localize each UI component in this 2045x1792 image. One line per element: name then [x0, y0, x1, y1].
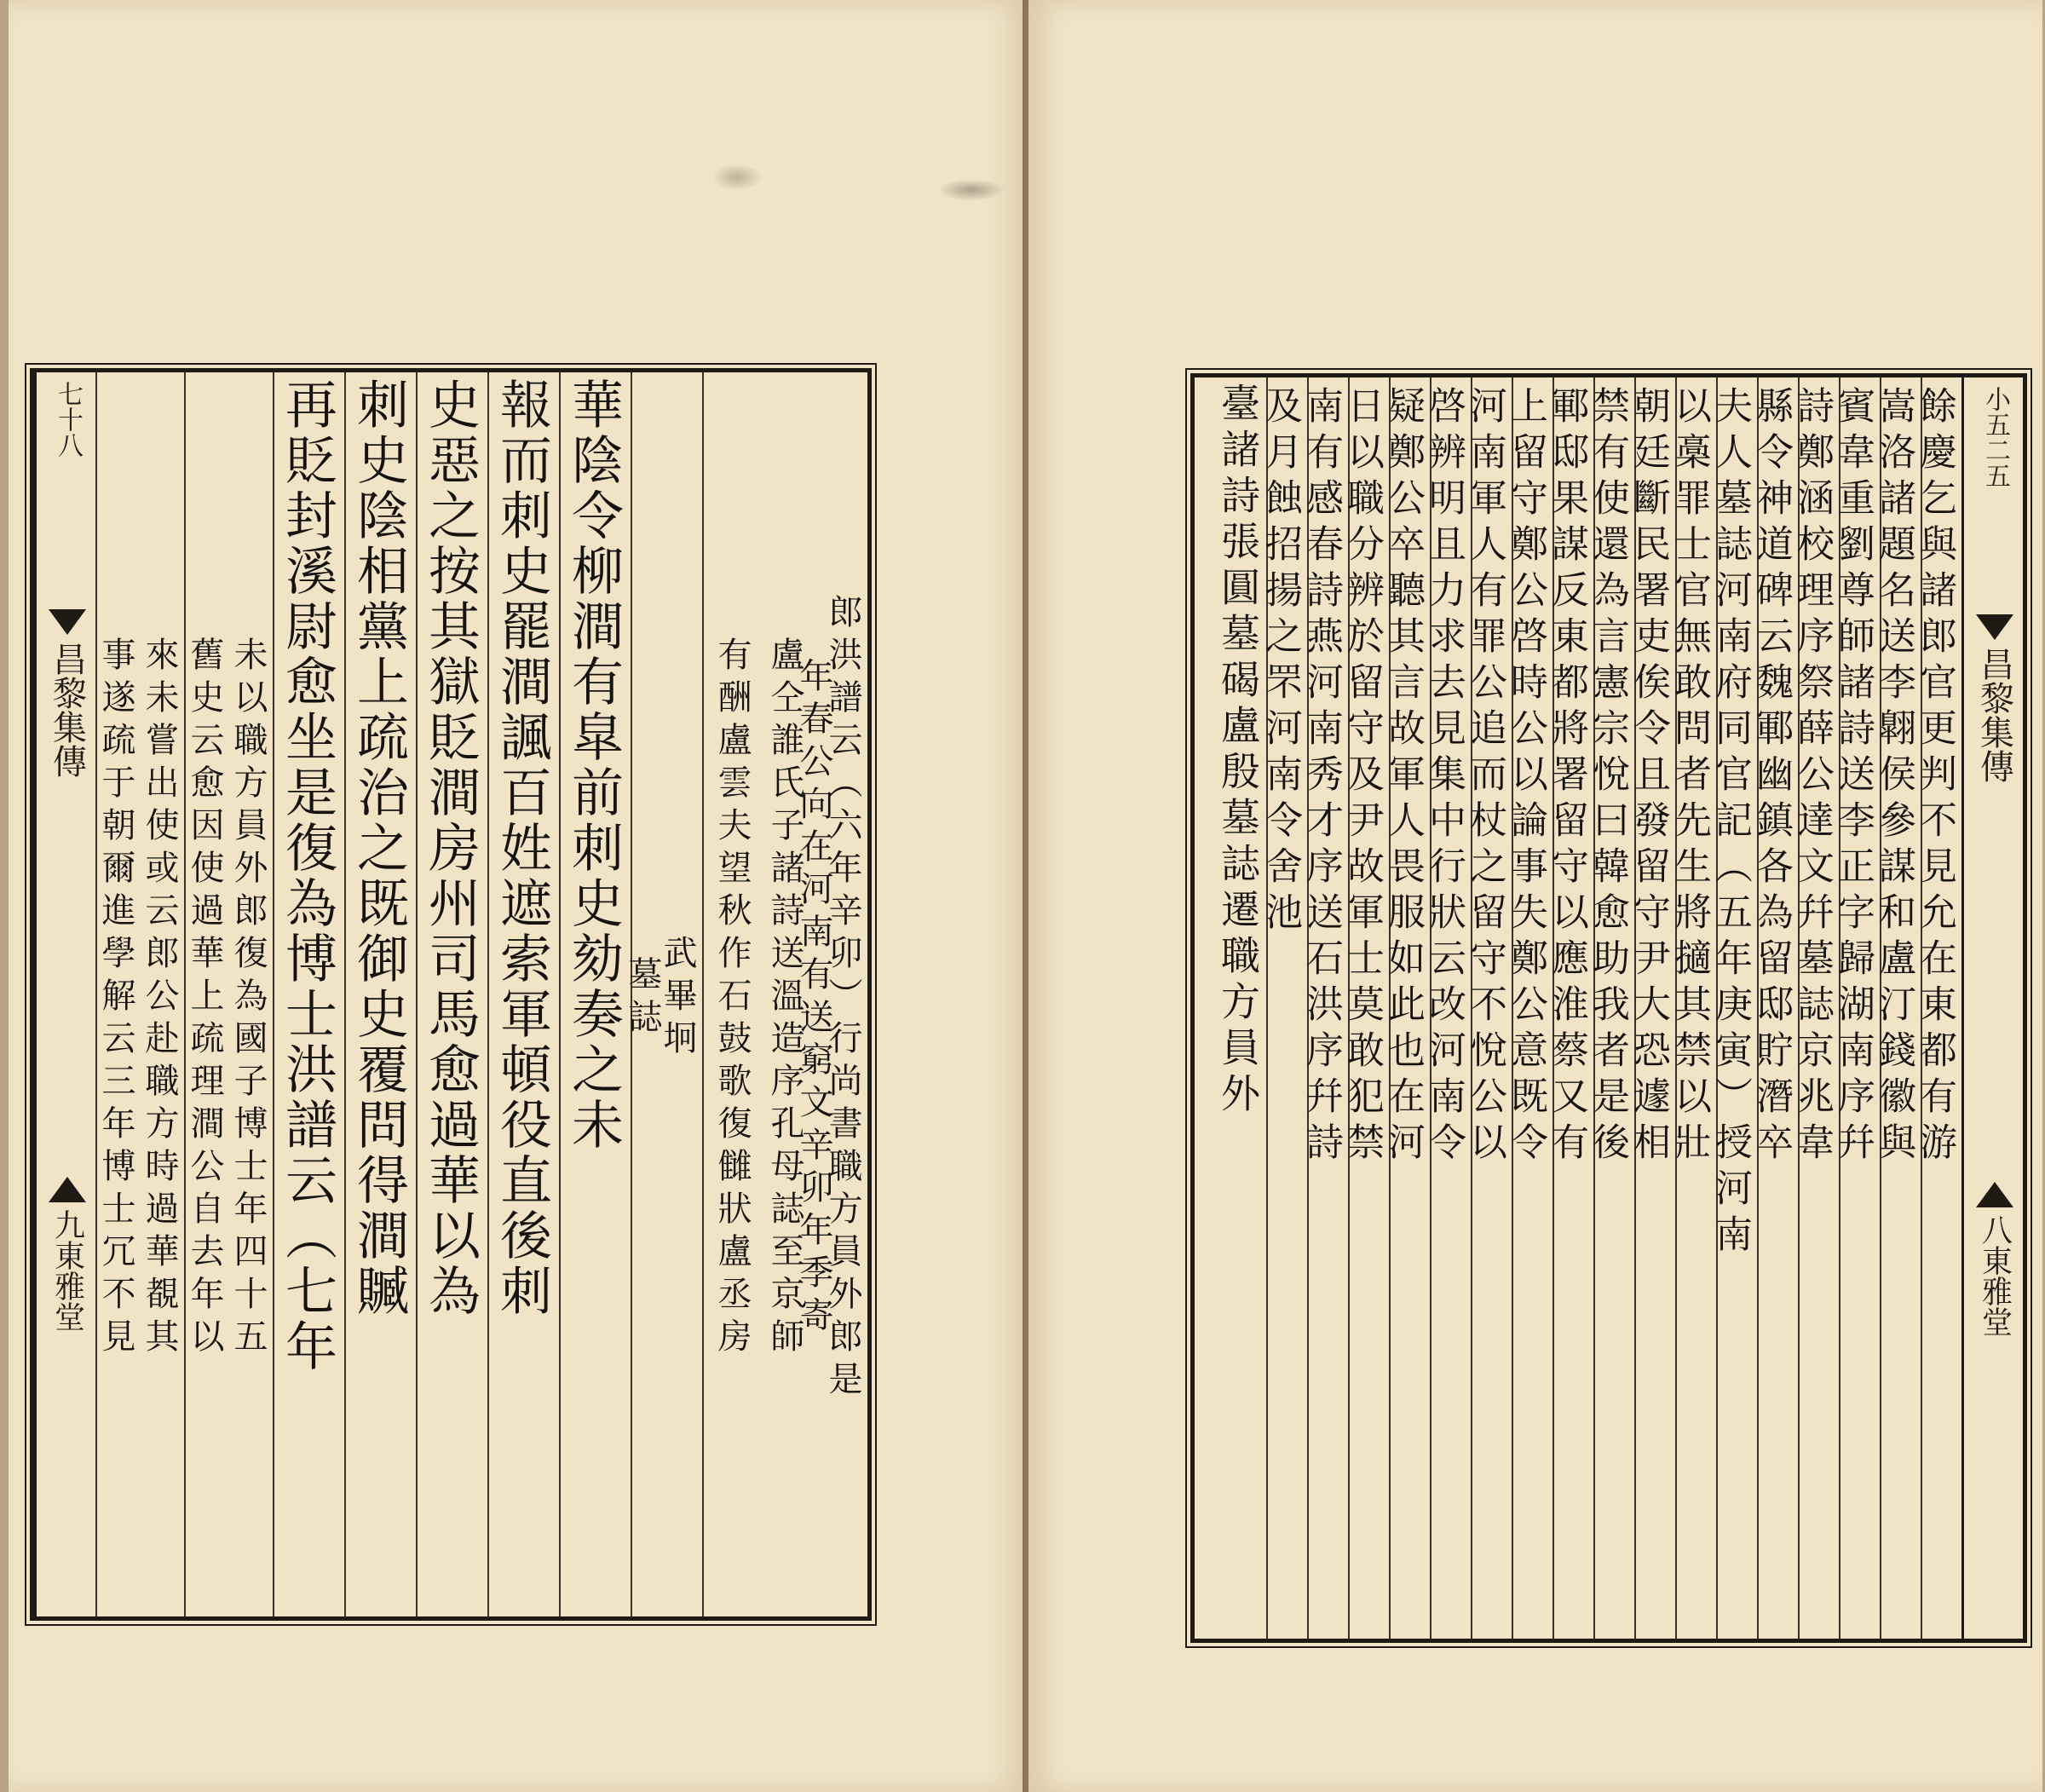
text-column: 上留守鄭公啓時公以論事失鄭公意既令 — [1512, 377, 1552, 1639]
page-number: 八 — [1977, 1214, 2013, 1245]
text-column: 賓韋重劉尊師諸詩送李正字歸湖南序幷 — [1839, 377, 1880, 1639]
text-column: 詩鄭涵校理序祭薛公達文幷墓誌京兆韋 — [1798, 377, 1839, 1639]
text-column: 夫人墓誌河南府同官記（五年庚寅）授河南 — [1716, 377, 1757, 1639]
text-column: 鄆邸果謀反東都將署留守以應淮蔡又有 — [1552, 377, 1593, 1639]
book-title: 昌黎集傳 — [1974, 647, 2014, 783]
text-column: 華陰令柳澗有皐前刺史劾奏之未 — [559, 372, 631, 1616]
publisher-name: 東雅堂 — [1977, 1245, 2013, 1337]
text-column: 禁有使還為言憲宗悅曰韓愈助我者是後 — [1593, 377, 1634, 1639]
note-line-left: 墓誌 — [623, 956, 662, 1041]
page-number: 九 — [49, 1209, 85, 1240]
block-center-margin — [1961, 377, 2025, 1639]
ink-stain — [711, 164, 763, 191]
text-column: 以槀罪士官無敢問者先生將擿其禁以壯 — [1675, 377, 1716, 1639]
note-line-left: 有酬盧雲夫望秋作石鼓歌復雠狀盧丞房 — [712, 637, 752, 1361]
text-column: 啓辨明且力求去見集中行狀云改河南令 — [1430, 377, 1471, 1639]
text-column: 南有感春詩燕河南秀才序送石洪序幷詩 — [1307, 377, 1348, 1639]
note-line-right: 來未嘗出使或云郎公赴職方時過華覩其 — [140, 637, 179, 1361]
note-line-right: 未以職方員外郎復為國子博士年四十五 — [228, 637, 268, 1361]
text-column: 刺史陰相黨上疏治之既御史覆問得澗贓 — [344, 372, 416, 1616]
text-column: 再貶封溪尉愈坐是復為博士洪譜云（七年 — [273, 372, 344, 1616]
text-column: 及月蝕招揚之罘河南令舍池 — [1266, 377, 1307, 1639]
text-column: 史惡之按其獄貶澗房州司馬愈過華以為 — [416, 372, 487, 1616]
fish-tail-mark — [1976, 1182, 2013, 1207]
text-column: 嵩洛諸題名送李翺侯參謀和盧汀錢徽與 — [1880, 377, 1921, 1639]
text-column: 縣令神道碑云魏鄆幽鎮各為留邸貯潛卒 — [1757, 377, 1798, 1639]
ink-stain — [937, 179, 1005, 201]
text-column: 河南軍人有罪公追而杖之留守不悅公以 — [1471, 377, 1512, 1639]
text-column: 日以職分辨於留守及尹故軍士莫敢犯禁 — [1348, 377, 1389, 1639]
text-column — [95, 372, 184, 1616]
text-column: 餘慶乞與諸郎官更判不見允在東都有游 — [1921, 377, 1961, 1639]
publisher-name: 東雅堂 — [49, 1240, 85, 1332]
text-column — [794, 372, 867, 1616]
block-center-margin — [34, 372, 98, 1616]
note-line-left: 舊史云愈因使過華上疏理澗公自去年以 — [185, 637, 224, 1361]
note-line-right: 盧仝誰氏子諸詩送溫造序孔母誌至京師 — [765, 637, 804, 1361]
fish-tail-mark — [49, 609, 86, 635]
text-column — [702, 372, 809, 1616]
note-line-right: 武畢坰 — [658, 935, 697, 1063]
text-column: 疑鄭公卒聽其言故軍人畏服如此也在河 — [1389, 377, 1430, 1639]
text-column — [623, 372, 702, 1616]
text-column: 報而刺史罷澗諷百姓遮索軍頓役直後刺 — [487, 372, 559, 1616]
fish-tail-mark — [1976, 614, 2013, 640]
note-line-left: 年春公向在河南有送窮文辛卯年季寄 — [794, 658, 833, 1340]
note-line-left: 事遂疏于朝爾進學解云三年博士冗不見 — [96, 637, 135, 1361]
note-line-right: 郎洪譜云（六年辛卯）行尚書職方員外郎是 — [823, 594, 862, 1403]
folio-number: 七十八 — [53, 381, 83, 458]
folio-number: 小五二五 — [1980, 386, 2010, 488]
right-text-frame — [1190, 373, 2027, 1643]
text-column: 臺諸詩張圓墓碣盧殷墓誌遷職方員外 — [1215, 383, 1261, 1119]
book-title: 昌黎集傳 — [47, 642, 87, 778]
fish-tail-mark — [49, 1177, 86, 1202]
left-text-frame — [30, 368, 872, 1621]
text-column — [184, 372, 273, 1616]
text-column: 朝廷斷民署吏俟令且發留守尹大恐遽相 — [1634, 377, 1675, 1639]
